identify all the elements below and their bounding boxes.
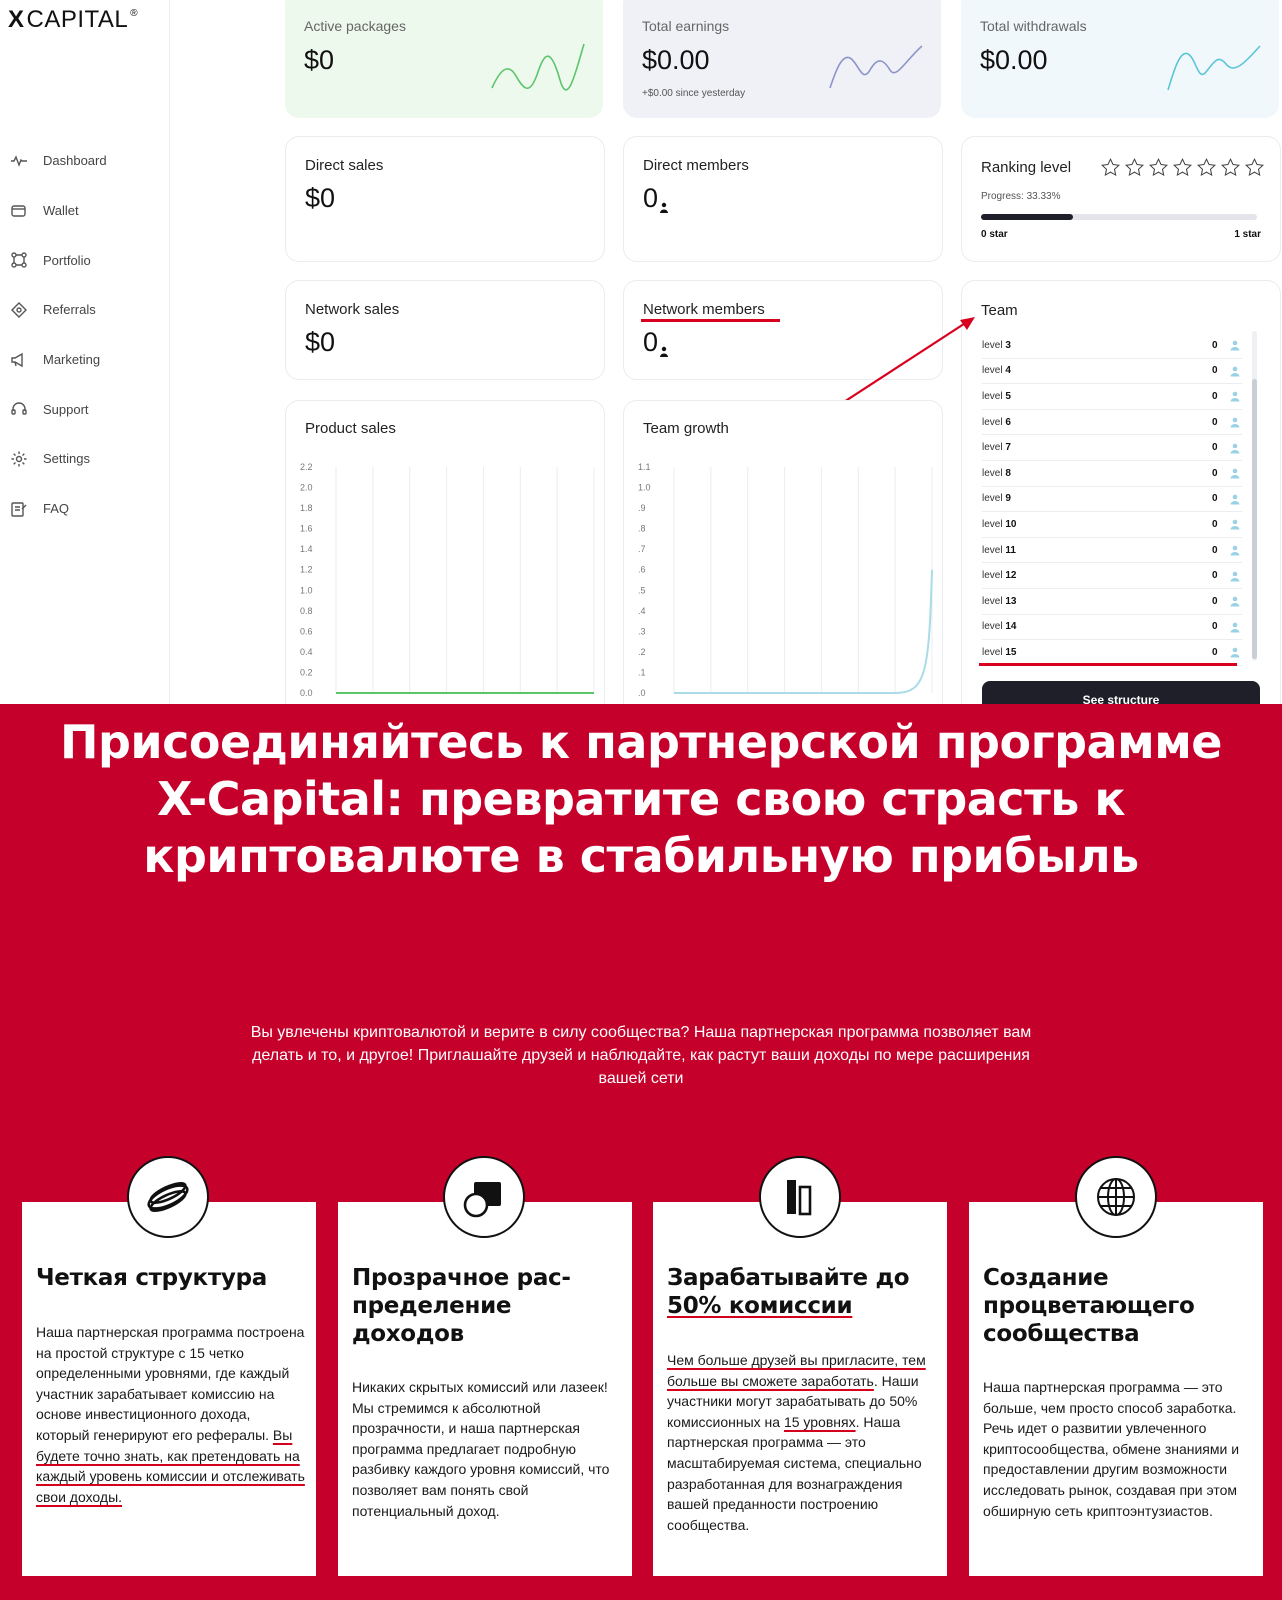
team-level-prefix: level — [982, 442, 1003, 454]
team-level-number: 9 — [1005, 493, 1011, 505]
team-level-prefix: level — [982, 493, 1003, 505]
team-level-label — [982, 545, 1212, 556]
team-level-prefix: level — [982, 416, 1003, 428]
team-level-prefix: level — [982, 621, 1003, 633]
team-level-count: 0 — [1212, 595, 1218, 607]
team-level-number: 15 — [1005, 646, 1017, 658]
y-tick-label: 0.8 — [300, 605, 313, 616]
total-earnings-sparkline — [828, 40, 924, 92]
star-icon — [1220, 157, 1241, 178]
team-scrollbar[interactable] — [1252, 331, 1257, 661]
y-tick-label: .1 — [638, 667, 646, 678]
team-level-row — [982, 461, 1242, 487]
y-tick-label: 1.0 — [300, 585, 313, 596]
y-tick-label: .7 — [638, 544, 646, 555]
star-icon — [1148, 157, 1169, 178]
chart-series-line — [674, 570, 932, 693]
team-level-row — [982, 563, 1242, 589]
y-tick-label: .6 — [638, 564, 646, 575]
star-icon — [1124, 157, 1145, 178]
team-level-number: 14 — [1005, 621, 1017, 633]
team-level-row — [982, 410, 1242, 436]
direct-members-value: 0 — [643, 183, 659, 213]
total-withdrawals-sparkline — [1166, 40, 1262, 92]
product-sales-title: Product sales — [305, 420, 396, 437]
promo-banner — [0, 704, 1282, 1600]
team-level-number: 5 — [1005, 390, 1011, 402]
user-icon — [1228, 390, 1242, 402]
y-tick-label: .0 — [638, 688, 646, 698]
active-packages-sparkline — [490, 40, 586, 92]
feature-text-highlight: Вы будете точно знать, как претендовать на каждый уровень комиссии и отслеживать свои доходы. — [36, 1426, 305, 1505]
feature-title: Прозрачное рас-пределение доходов — [352, 1265, 571, 1347]
user-icon — [1228, 493, 1242, 505]
team-level-label — [982, 442, 1212, 453]
total-withdrawals-value: $0.00 — [980, 45, 1048, 75]
user-icon — [1228, 467, 1242, 479]
logo-text: CAPITAL — [26, 6, 129, 33]
team-level-label — [982, 417, 1212, 428]
ranking-level-card — [961, 136, 1281, 262]
y-tick-label: 1.4 — [300, 544, 313, 555]
team-growth-chart — [638, 459, 938, 704]
team-level-count: 0 — [1212, 646, 1218, 658]
user-icon — [1228, 544, 1242, 556]
logo-mark: X — [8, 6, 25, 33]
team-level-count: 0 — [1212, 442, 1218, 454]
referrals-icon — [10, 301, 28, 319]
feature-text-part: . Наши участники могут зарабатывать до 50% комиссионных на — [667, 1372, 919, 1430]
sidebar-item-label: Support — [43, 401, 89, 417]
sidebar-item-label: Portfolio — [43, 252, 91, 268]
ranking-progress-text: Progress: 33.33% — [981, 191, 1061, 202]
team-title: Team — [981, 302, 1018, 319]
team-level-number: 12 — [1005, 570, 1017, 582]
team-level-prefix: level — [982, 518, 1003, 530]
team-level-row — [982, 589, 1242, 615]
sparkline-path — [1168, 46, 1260, 90]
faq-icon — [10, 500, 28, 518]
team-level-number: 7 — [1005, 442, 1011, 454]
total-earnings-card — [623, 0, 941, 118]
team-level-number: 3 — [1005, 339, 1011, 351]
y-tick-label: 2.2 — [300, 462, 313, 472]
sidebar-item-marketing[interactable] — [0, 335, 170, 385]
team-level-count: 0 — [1212, 416, 1218, 428]
sidebar-item-label: FAQ — [43, 501, 70, 517]
user-icon — [1228, 416, 1242, 428]
highlight-underline — [641, 319, 780, 322]
team-level-number: 11 — [1005, 544, 1016, 556]
team-level-count: 0 — [1212, 390, 1218, 402]
team-growth-title: Team growth — [643, 420, 729, 437]
user-icon — [1228, 339, 1242, 351]
active-packages-card — [285, 0, 603, 118]
ranking-progress-track — [981, 214, 1257, 220]
network-members-value-wrap — [643, 327, 669, 358]
team-level-row — [982, 615, 1242, 641]
sidebar-item-referrals[interactable] — [0, 285, 170, 335]
sidebar-item-label: Dashboard — [43, 153, 107, 169]
team-level-row — [982, 512, 1242, 538]
ranking-progress-fill — [981, 214, 1073, 220]
team-level-count: 0 — [1212, 518, 1218, 530]
team-scroll-thumb[interactable] — [1252, 379, 1257, 659]
direct-members-value-wrap — [643, 183, 669, 214]
team-level-row — [982, 487, 1242, 513]
sidebar-item-label: Wallet — [43, 203, 79, 219]
team-level-label — [982, 647, 1212, 658]
total-earnings-delta: +$0.00 since yesterday — [642, 88, 746, 99]
y-tick-label: 1.1 — [638, 462, 651, 472]
network-members-value: 0 — [643, 327, 659, 357]
ranking-level-label: Ranking level — [981, 159, 1072, 176]
team-level-prefix: level — [982, 390, 1003, 402]
sidebar-item-dashboard[interactable] — [0, 136, 170, 186]
sidebar-item-portfolio[interactable] — [0, 235, 170, 285]
team-level-prefix: level — [982, 544, 1003, 556]
feature-text-part: Наша партнерская программа построена на простой структуре с 15 четко определенными уровнями, где каждый участник зарабатывает комиссию на основе инвестиционного дохода, который генерируют его рефералы. — [36, 1324, 305, 1443]
star-shape — [1246, 159, 1263, 175]
team-level-count: 0 — [1212, 544, 1218, 556]
y-tick-label: 0.6 — [300, 626, 313, 637]
team-level-label — [982, 621, 1212, 632]
globe-icon — [1091, 1172, 1141, 1222]
shapes-icon — [459, 1172, 509, 1222]
direct-members-label: Direct members — [643, 157, 749, 174]
team-level-number: 8 — [1005, 467, 1011, 479]
team-level-prefix: level — [982, 365, 1003, 377]
feature-title — [667, 1264, 937, 1320]
feature-text-highlight: 15 уровнях — [783, 1413, 856, 1430]
total-earnings-value: $0.00 — [642, 45, 710, 75]
direct-sales-label: Direct sales — [305, 157, 384, 174]
team-level-label — [982, 468, 1212, 479]
team-level-row — [982, 333, 1242, 359]
y-tick-label: 1.2 — [300, 564, 313, 575]
portfolio-icon — [10, 251, 28, 269]
y-tick-label: 1.6 — [300, 523, 313, 534]
star-shape — [1198, 159, 1215, 175]
megaphone-icon — [10, 351, 28, 369]
sidebar-item-faq[interactable] — [0, 484, 170, 534]
y-tick-label: .3 — [638, 626, 646, 637]
feature-icon-badge — [1075, 1156, 1157, 1238]
user-icon — [1228, 442, 1242, 454]
team-level-label — [982, 391, 1212, 402]
logo-registered: ® — [130, 8, 139, 19]
team-growth-card — [623, 400, 943, 704]
user-icon — [1228, 570, 1242, 582]
team-level-count: 0 — [1212, 621, 1218, 633]
feature-icon-badge — [127, 1156, 209, 1238]
user-icon — [1228, 365, 1242, 377]
highlight-underline — [979, 663, 1237, 666]
total-withdrawals-card — [961, 0, 1279, 118]
star-icon — [1172, 157, 1193, 178]
sidebar-item-label: Settings — [43, 451, 90, 467]
feature-text — [36, 1322, 306, 1507]
feature-card-structure — [22, 1202, 316, 1576]
star-shape — [1174, 159, 1191, 175]
ranking-stars — [1100, 157, 1265, 178]
feature-text: Никаких скрытых комиссий или лазеек! Мы стремимся к абсолютной прозрачности, и наша партнерская программа предлагает подробную разбивку каждого уровня комиссий, что позволяет вам понять свой потенциальный доход. — [352, 1379, 610, 1519]
team-level-row — [982, 640, 1242, 666]
feature-icon-badge — [443, 1156, 525, 1238]
team-level-list[interactable] — [982, 333, 1242, 666]
team-level-label — [982, 340, 1212, 351]
team-level-label — [982, 596, 1212, 607]
feature-icon-badge — [759, 1156, 841, 1238]
y-tick-label: .8 — [638, 523, 646, 534]
y-tick-label: 0.2 — [300, 667, 313, 678]
star-icon — [1244, 157, 1265, 178]
support-icon — [10, 400, 28, 418]
columns-icon — [775, 1172, 825, 1222]
direct-sales-value: $0 — [305, 183, 336, 213]
y-tick-label: 1.0 — [638, 482, 651, 493]
sparkline-path — [830, 46, 922, 88]
y-tick-label: 2.0 — [300, 482, 313, 493]
promo-title: Присоединяйтесь к партнерской программе X-Capital: превратите свою страсть к криптовалюте в стабильную прибыль — [60, 715, 1222, 883]
see-structure-button[interactable]: See structure — [982, 681, 1260, 704]
sidebar-item-support[interactable] — [0, 384, 170, 434]
team-level-number: 4 — [1005, 365, 1011, 377]
feature-card-commission — [653, 1202, 947, 1576]
team-level-count: 0 — [1212, 493, 1218, 505]
gear-icon — [10, 450, 28, 468]
star-icon — [1100, 157, 1121, 178]
y-tick-label: .5 — [638, 585, 646, 596]
feature-text: Наша партнерская программа — это больше, чем просто способ заработка. Речь идет о развитии увлеченного криптосообщества, обмене знаниями и предоставлении другим возможности исследовать рынок, создавая при этом обширную сеть криптоэнтузиастов. — [983, 1379, 1240, 1519]
user-icon — [1228, 595, 1242, 607]
network-sales-value: $0 — [305, 327, 336, 357]
user-icon — [1228, 621, 1242, 633]
activity-icon — [10, 152, 28, 170]
team-level-count: 0 — [1212, 467, 1218, 479]
feature-text — [667, 1350, 937, 1535]
team-level-row — [982, 538, 1242, 564]
wallet-icon — [10, 202, 28, 220]
person-icon — [659, 200, 669, 214]
network-sales-label: Network sales — [305, 301, 400, 318]
team-level-prefix: level — [982, 595, 1003, 607]
active-packages-value: $0 — [304, 45, 335, 75]
direct-sales-card — [285, 136, 605, 262]
star-shape — [1102, 159, 1119, 175]
feature-title: Создание процветающего сообщества — [983, 1265, 1195, 1347]
team-level-count: 0 — [1212, 570, 1218, 582]
team-level-number: 10 — [1005, 518, 1017, 530]
person-icon — [659, 344, 669, 358]
team-level-row — [982, 359, 1242, 385]
total-earnings-label: Total earnings — [642, 18, 730, 34]
active-packages-label: Active packages — [304, 18, 406, 34]
product-sales-chart — [300, 459, 600, 704]
network-sales-card — [285, 280, 605, 380]
sidebar-nav — [0, 136, 170, 534]
y-tick-label: .4 — [638, 605, 646, 616]
feature-title-highlight: 50% комиссии — [667, 1293, 853, 1319]
feature-card-community — [969, 1202, 1263, 1576]
y-tick-label: 0.0 — [300, 688, 313, 698]
feature-text-highlight: Чем больше друзей вы пригласите, тем больше вы сможете заработать — [667, 1352, 926, 1389]
team-level-prefix: level — [982, 646, 1003, 658]
team-level-label — [982, 493, 1212, 504]
network-members-label: Network members — [643, 301, 765, 318]
direct-members-card — [623, 136, 943, 262]
team-level-label — [982, 519, 1212, 530]
feature-card-transparency — [338, 1202, 632, 1576]
ranking-to-label: 1 star — [1234, 229, 1261, 240]
y-tick-label: .2 — [638, 646, 646, 657]
user-icon — [1228, 518, 1242, 530]
dashboard-screenshot — [0, 0, 1282, 704]
team-level-number: 6 — [1005, 416, 1011, 428]
feature-title-part: Зарабатывайте до — [667, 1265, 910, 1291]
arrow-head — [960, 317, 975, 330]
product-sales-card — [285, 400, 605, 704]
team-card — [961, 280, 1281, 704]
ranking-from-label: 0 star — [981, 229, 1008, 240]
feature-text-part: . Наша партнерская программа — это масштабируемая система, специально разработанная для вознаграждения вашей преданности построению сообщества. — [667, 1413, 922, 1533]
total-withdrawals-label: Total withdrawals — [980, 18, 1087, 34]
y-tick-label: .9 — [638, 503, 646, 514]
team-level-number: 13 — [1005, 595, 1017, 607]
star-shape — [1222, 159, 1239, 175]
rings-icon — [143, 1172, 193, 1222]
team-level-row — [982, 384, 1242, 410]
feature-title: Четкая структура — [36, 1265, 267, 1291]
team-level-label — [982, 365, 1212, 376]
sidebar-item-label: Marketing — [43, 352, 101, 368]
sidebar-item-wallet[interactable] — [0, 186, 170, 236]
team-level-prefix: level — [982, 467, 1003, 479]
promo-subtitle: Вы увлечены криптовалютой и верите в силу сообщества? Наша партнерская программа позволяет вам делать и то, и другое! Приглашайте друзей и наблюдайте, как растут ваши доходы по мере расширения вашей сети — [250, 1024, 1032, 1087]
sidebar-item-label: Referrals — [43, 302, 96, 318]
sidebar — [0, 0, 170, 704]
team-level-label — [982, 570, 1212, 581]
team-level-count: 0 — [1212, 339, 1218, 351]
sparkline-path — [492, 44, 584, 90]
logo[interactable] — [8, 6, 138, 34]
team-level-row — [982, 435, 1242, 461]
user-icon — [1228, 646, 1242, 658]
star-shape — [1150, 159, 1167, 175]
star-shape — [1126, 159, 1143, 175]
sidebar-item-settings[interactable] — [0, 434, 170, 484]
y-tick-label: 0.4 — [300, 646, 313, 657]
team-level-count: 0 — [1212, 365, 1218, 377]
y-tick-label: 1.8 — [300, 503, 313, 514]
team-level-prefix: level — [982, 570, 1003, 582]
team-level-prefix: level — [982, 339, 1003, 351]
star-icon — [1196, 157, 1217, 178]
